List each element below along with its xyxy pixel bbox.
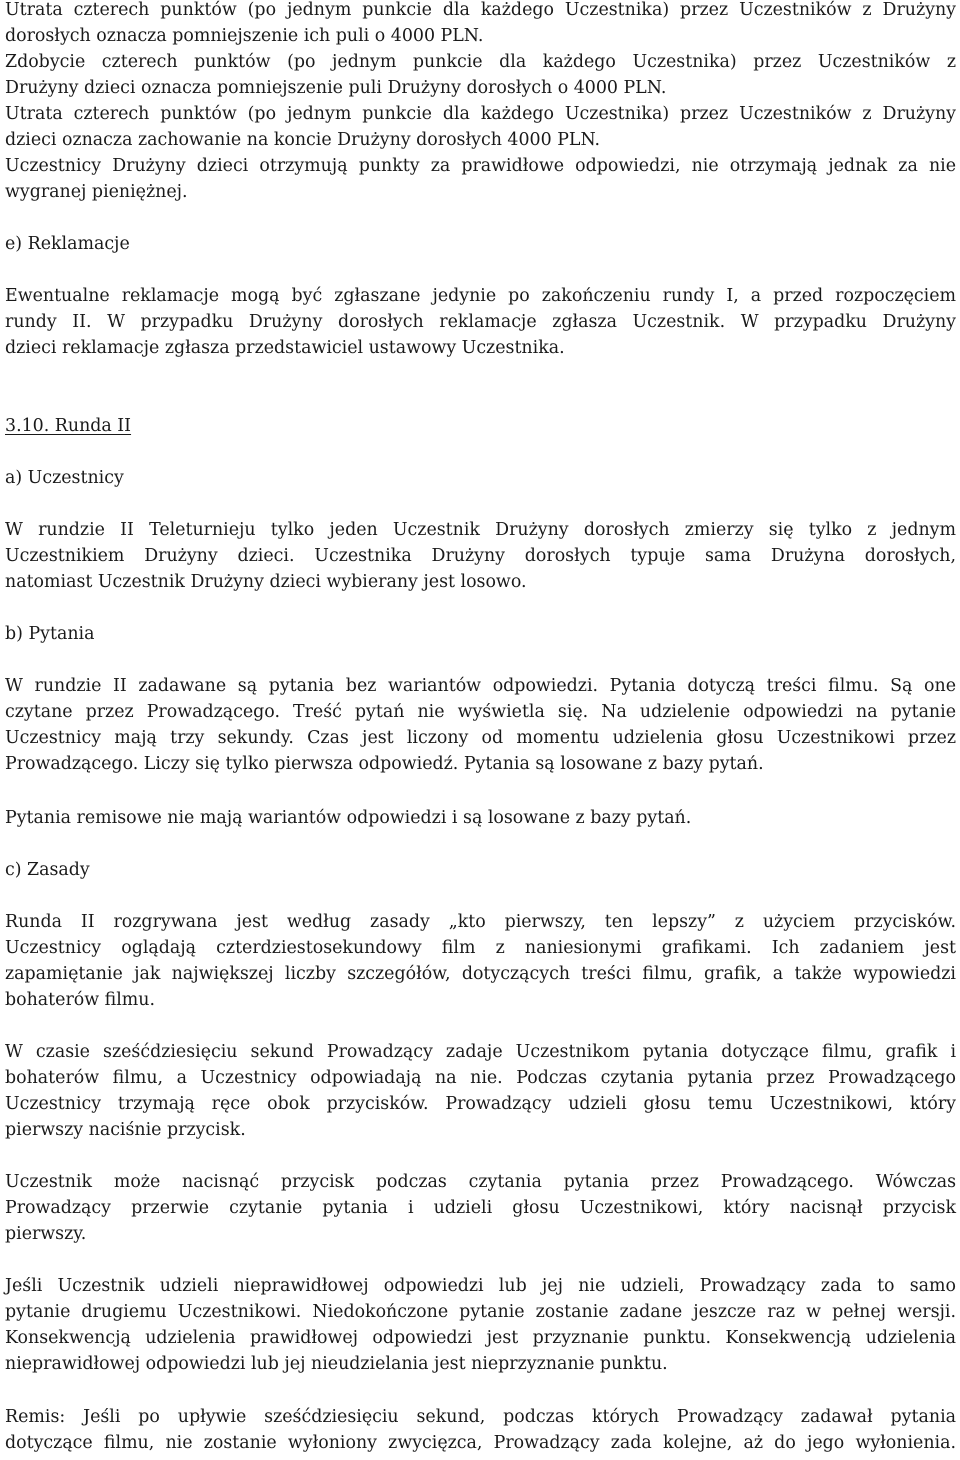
text-line: Jeśli Uczestnik udzieli nieprawidłowej odpowiedzi lub jej nie udzieli, Prowadzący zada to samo (5, 1276, 956, 1296)
text-line: natomiast Uczestnik Drużyny dzieci wybierany jest losowo. (5, 572, 527, 592)
paragraph-remis (5, 1404, 956, 1456)
text-line: nieprawidłowej odpowiedzi lub jej nieudzielania jest nieprzyznanie punktu. (5, 1354, 668, 1374)
text-line: Drużyny dzieci oznacza pomniejszenie puli Drużyny dorosłych o 4000 PLN. (5, 78, 667, 98)
text-line: Uczestnicy mają trzy sekundy. Czas jest liczony od momentu udzielenia głosu Uczestnikowi przez (5, 728, 956, 748)
heading-zasady: c) Zasady (5, 860, 90, 880)
text-line: dzieci oznacza zachowanie na koncie Drużyny dorosłych 4000 PLN. (5, 130, 601, 150)
text-line: Uczestnicy Drużyny dzieci otrzymują punkty za prawidłowe odpowiedzi, nie otrzymają jednak za nie (5, 156, 956, 176)
text-line: Utrata czterech punktów (po jednym punkcie dla każdego Uczestnika) przez Uczestników z Drużyny (5, 104, 956, 124)
text-line: Prowadzącego. Liczy się tylko pierwsza odpowiedź. Pytania są losowane z bazy pytań. (5, 754, 764, 774)
text-line: Prowadzący przerwie czytanie pytania i udzieli głosu Uczestnikowi, który nacisnął przycisk (5, 1198, 956, 1218)
text-line: pierwszy. (5, 1224, 87, 1244)
paragraph-zasady-3 (5, 1169, 956, 1247)
paragraph-zasady-2 (5, 1039, 956, 1143)
paragraph-zasady-4 (5, 1273, 956, 1377)
text-line: Uczestnicy oglądają czterdziestosekundowy film z naniesionymi grafikami. Ich zadaniem jest (5, 938, 956, 958)
text-line: Pytania remisowe nie mają wariantów odpowiedzi i są losowane z bazy pytań. (5, 808, 692, 828)
text-line: W rundzie II Teleturnieju tylko jeden Uczestnik Drużyny dorosłych zmierzy się tylko z jednym (5, 520, 956, 540)
heading-pytania: b) Pytania (5, 624, 95, 644)
text-line: dorosłych oznacza pomniejszenie ich puli o 4000 PLN. (5, 26, 484, 46)
text-line: pierwszy naciśnie przycisk. (5, 1120, 246, 1140)
text-line: dotyczące filmu, nie zostanie wyłoniony zwycięzca, Prowadzący zada kolejne, aż do jego wyłonienia. (5, 1433, 956, 1453)
text-line: bohaterów filmu. (5, 990, 156, 1010)
section-title-runda-2: 3.10. Runda II (5, 416, 132, 436)
text-line: Zdobycie czterech punktów (po jednym punkcie dla każdego Uczestnika) przez Uczestników z (5, 52, 956, 72)
heading-uczestnicy: a) Uczestnicy (5, 468, 124, 488)
text-line: rundy II. W przypadku Drużyny dorosłych reklamacje zgłasza Uczestnik. W przypadku Drużyny (5, 312, 956, 332)
text-line: Konsekwencją udzielenia prawidłowej odpowiedzi jest przyznanie punktu. Konsekwencją udzielenia (5, 1328, 956, 1348)
paragraph-point-loss-rules (5, 0, 956, 205)
text-line: Runda II rozgrywana jest według zasady „kto pierwszy, ten lepszy” z użyciem przycisków. (5, 912, 956, 932)
text-line: wygranej pieniężnej. (5, 182, 188, 202)
paragraph-pytania (5, 673, 956, 777)
text-line: dzieci reklamacje zgłasza przedstawiciel ustawowy Uczestnika. (5, 338, 565, 358)
text-line: Uczestnikiem Drużyny dzieci. Uczestnika Drużyny dorosłych typuje sama Drużyna dorosłych, (5, 546, 956, 566)
paragraph-reklamacje (5, 283, 956, 361)
text-line: Remis: Jeśli po upływie sześćdziesięciu sekund, podczas których Prowadzący zadawał pytania (5, 1407, 956, 1427)
text-line: czytane przez Prowadzącego. Treść pytań nie wyświetla się. Na udzielenie odpowiedzi na pytanie (5, 702, 956, 722)
text-line: Ewentualne reklamacje mogą być zgłaszane jedynie po zakończeniu rundy I, a przed rozpoczęciem (5, 286, 956, 306)
paragraph-pytania-remisowe (5, 805, 956, 831)
text-line: zapamiętanie jak największej liczby szczegółów, dotyczących treści filmu, grafik, a także wypowiedzi (5, 964, 956, 984)
text-line: Uczestnik może nacisnąć przycisk podczas czytania pytania przez Prowadzącego. Wówczas (5, 1172, 956, 1192)
text-line: W rundzie II zadawane są pytania bez wariantów odpowiedzi. Pytania dotyczą treści filmu. Są one (5, 676, 956, 696)
text-line: Utrata czterech punktów (po jednym punkcie dla każdego Uczestnika) przez Uczestników z Drużyny (5, 0, 956, 20)
text-line: pytanie drugiemu Uczestnikowi. Niedokończone pytanie zostanie zadane jeszcze raz w pełnej wersji. (5, 1302, 956, 1322)
heading-reklamacje: e) Reklamacje (5, 234, 130, 254)
paragraph-uczestnicy (5, 517, 956, 595)
paragraph-zasady-1 (5, 909, 956, 1013)
text-line: W czasie sześćdziesięciu sekund Prowadzący zadaje Uczestnikom pytania dotyczące filmu, grafik i (5, 1042, 956, 1062)
text-line: Uczestnicy trzymają ręce obok przycisków. Prowadzący udzieli głosu temu Uczestnikowi, który (5, 1094, 956, 1114)
text-line: bohaterów filmu, a Uczestnicy odpowiadają na nie. Podczas czytania pytania przez Prowadzącego (5, 1068, 956, 1088)
